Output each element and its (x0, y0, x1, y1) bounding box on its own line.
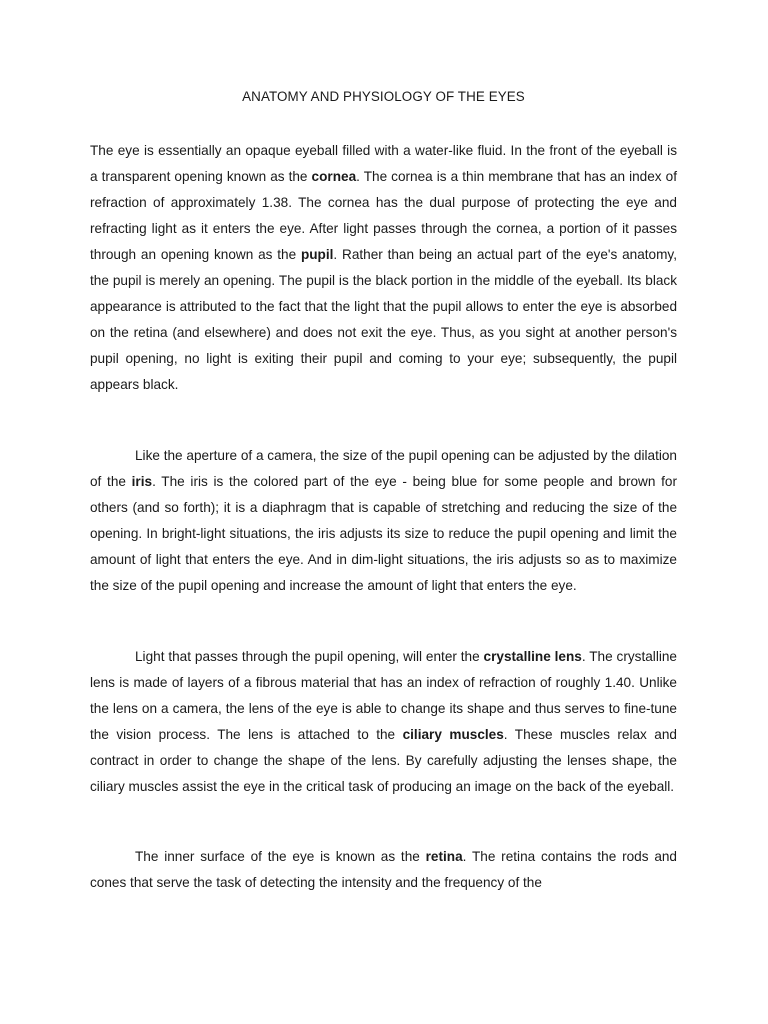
term-cornea: cornea (311, 169, 357, 184)
paragraph-text: The inner surface of the eye is known as the (135, 849, 426, 864)
paragraph-text: The eye is essentially an opaque eyeball filled with a water-like fluid. In the front of the eyeball is a transparent opening known as the (90, 143, 677, 184)
paragraph-text: . The cornea is a thin membrane that has an index of refraction of approximately 1.38. The cornea has the dual purpose of protecting the eye and refracting light as it enters the eye. After light passes through the cornea, a portion of it passes through an opening known as the (90, 169, 677, 262)
paragraph-text: Light that passes through the pupil opening, will enter the (135, 649, 484, 664)
paragraph-text: . The retina contains the rods and cones that serve the task of detecting the intensity and the frequency of the (90, 849, 677, 890)
term-retina: retina (425, 849, 463, 864)
paragraph-lens (90, 644, 677, 800)
paragraph-cornea-pupil (90, 138, 677, 398)
paragraph-text: . The crystalline lens is made of layers of a fibrous material that has an index of refraction of roughly 1.40. Unlike the lens on a camera, the lens of the eye is able to change its shape and thus serves to fine-tune the vision process. The lens is attached to the (90, 649, 677, 742)
paragraph-text: . The iris is the colored part of the eye - being blue for some people and brown for others (and so forth); it is a diaphragm that is capable of stretching and reducing the size of the opening. In bright-light situations, the iris adjusts its size to reduce the pupil opening and limit the amount of light that enters the eye. And in dim-light situations, the iris adjusts so as to maximize the size of the pupil opening and increase the amount of light that enters the eye. (90, 474, 677, 593)
paragraph-iris (90, 443, 677, 599)
paragraph-text: Like the aperture of a camera, the size of the pupil opening can be adjusted by the dilation of the (90, 448, 677, 489)
term-ciliary-muscles: ciliary muscles (402, 727, 504, 742)
paragraph-text: . Rather than being an actual part of the eye's anatomy, the pupil is merely an opening. The pupil is the black portion in the middle of the eyeball. Its black appearance is attributed to the fact that the light that the pupil allows to enter the eye is absorbed on the retina (and elsewhere) and does not exit the eye. Thus, as you sight at another person's pupil opening, no light is exiting their pupil and coming to your eye; subsequently, the pupil appears black. (90, 247, 677, 392)
term-pupil: pupil (300, 247, 334, 262)
paragraph-text: . These muscles relax and contract in order to change the shape of the lens. By carefully adjusting the lenses shape, the ciliary muscles assist the eye in the critical task of producing an image on the back of the eyeball. (90, 727, 677, 794)
term-iris: iris (131, 474, 153, 489)
paragraph-retina (90, 844, 677, 896)
term-crystalline-lens: crystalline lens (483, 649, 582, 664)
document-title: ANATOMY AND PHYSIOLOGY OF THE EYES (242, 89, 525, 104)
